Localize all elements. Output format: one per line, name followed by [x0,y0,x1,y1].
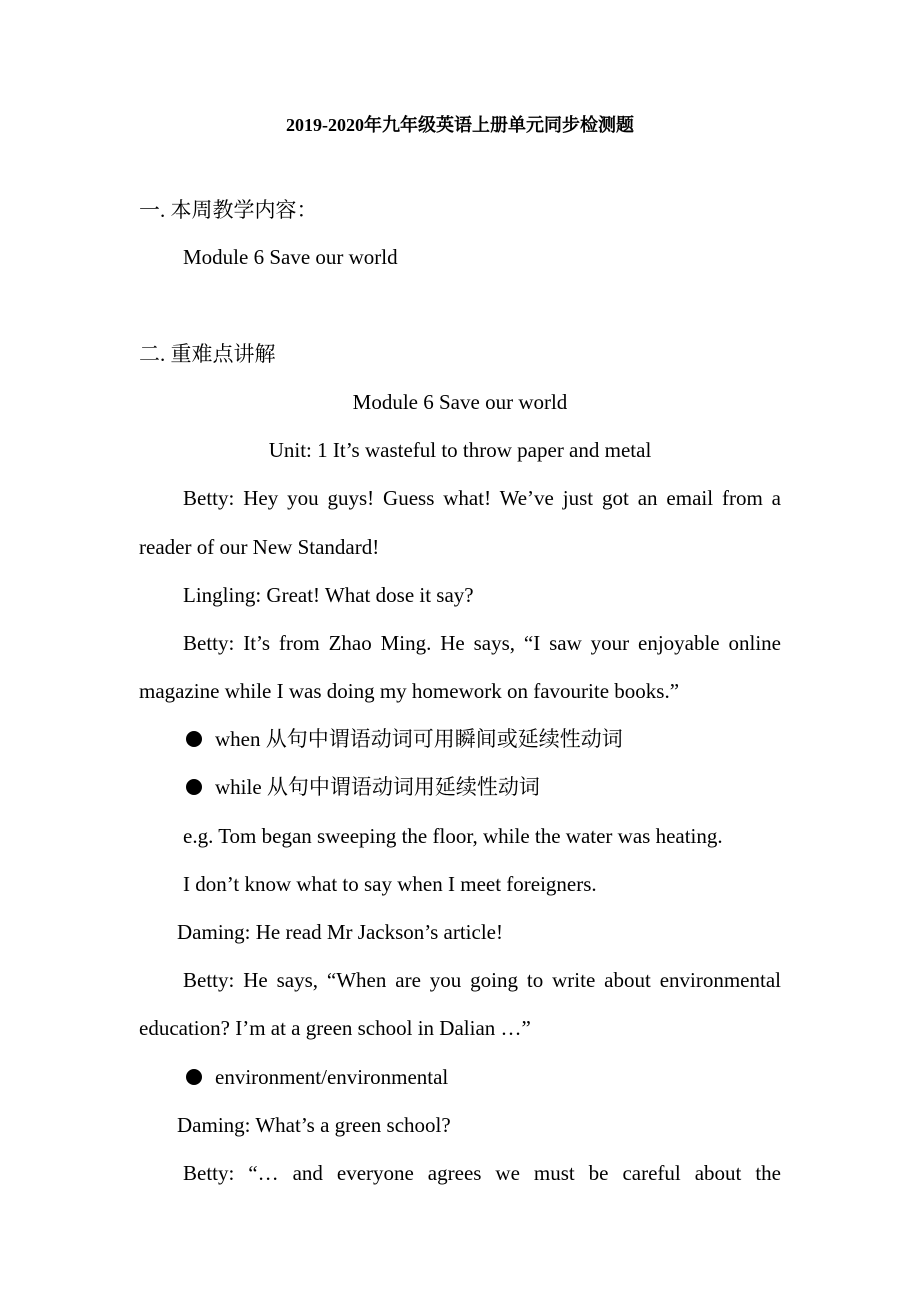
dialogue-daming-1: Daming: He read Mr Jackson’s article! [177,920,503,944]
note-bullet-while [186,773,540,801]
dialogue-betty-2-line-2: magazine while I was doing my homework on favourite books.” [139,679,680,703]
dialogue-betty-1-line-1: Betty: Hey you guys! Guess what! We’ve just got an email from a [183,486,781,510]
bullet-dot-icon [186,731,202,747]
dialogue-betty-2-line-1: Betty: It’s from Zhao Ming. He says, “I saw your enjoyable online [183,631,781,655]
dialogue-betty-3-line-1: Betty: He says, “When are you going to write about environmental [183,968,781,992]
unit-title: Unit: 1 It’s wasteful to throw paper and metal [268,438,652,462]
note-bullet-environment-text: environment/environmental [215,1065,449,1089]
example-sentence-2: I don’t know what to say when I meet foreigners. [183,872,597,896]
dialogue-betty-3-line-2: education? I’m at a green school in Dalian …” [139,1016,531,1040]
note-bullet-when-text: when 从句中谓语动词可用瞬间或延续性动词 [215,727,623,751]
note-bullet-when [186,725,623,753]
bullet-dot-icon [186,779,202,795]
module-title: Module 6 Save our world [352,390,568,414]
document-title: 2019-2020年九年级英语上册单元同步检测题 [286,115,634,135]
example-sentence-1: e.g. Tom began sweeping the floor, while the water was heating. [183,824,723,848]
dialogue-daming-2: Daming: What’s a green school? [177,1113,451,1137]
dialogue-betty-4-line-1: Betty: “… and everyone agrees we must be careful about the [183,1161,781,1185]
section-1-heading: 一. 本周教学内容： [139,198,318,222]
section-2-heading: 二. 重难点讲解 [139,342,276,366]
dialogue-betty-1-line-2: reader of our New Standard! [139,535,380,559]
note-bullet-environment [186,1063,448,1091]
note-bullet-while-text: while 从句中谓语动词用延续性动词 [215,775,540,799]
dialogue-lingling-1: Lingling: Great! What dose it say? [183,583,474,607]
section-1-module: Module 6 Save our world [183,245,398,269]
bullet-dot-icon [186,1069,202,1085]
